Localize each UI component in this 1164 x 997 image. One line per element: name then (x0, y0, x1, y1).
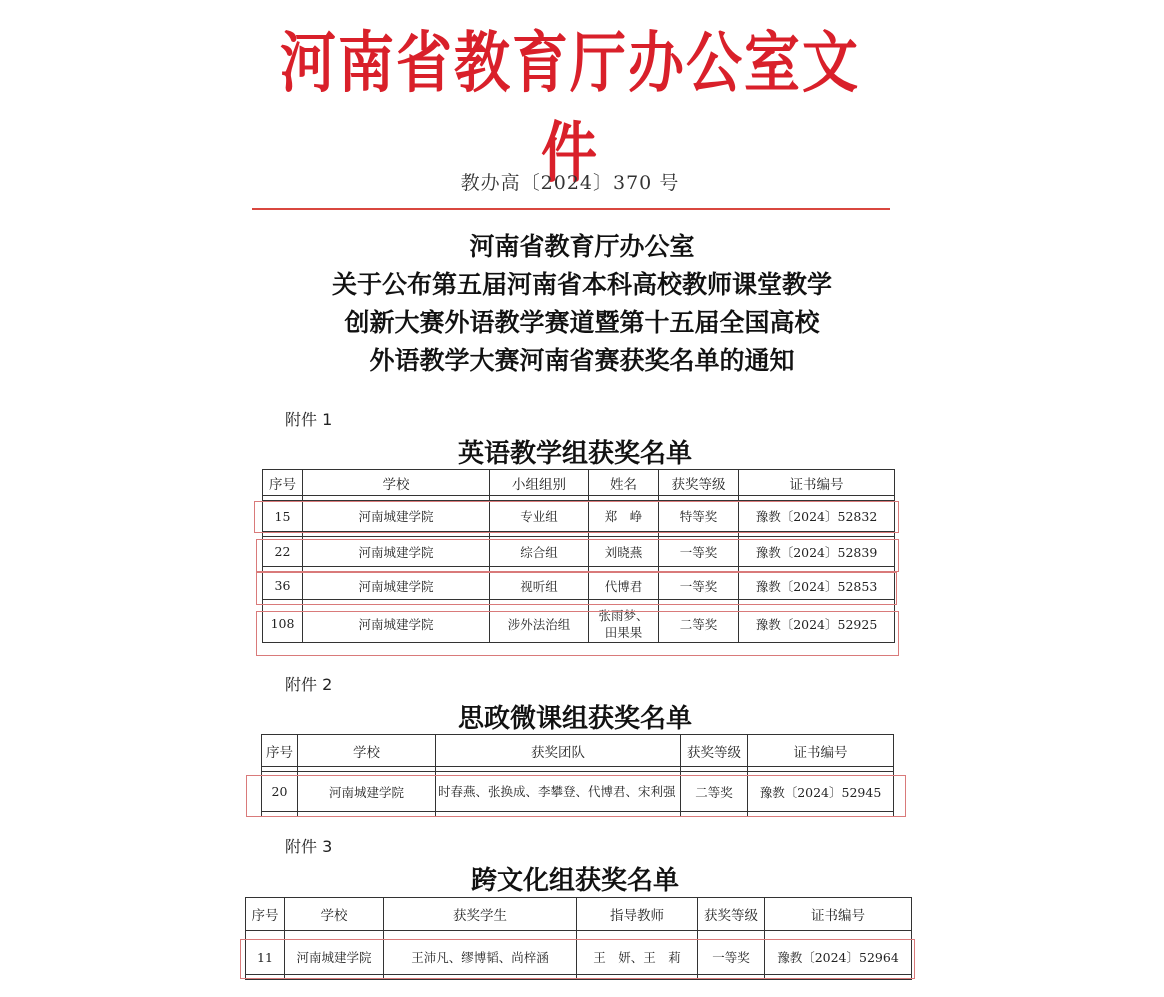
cell-group: 视听组 (490, 572, 589, 600)
cell-index: 22 (263, 537, 303, 567)
cell-index: 11 (246, 940, 285, 975)
cell-index: 20 (262, 772, 298, 812)
cell-award: 特等奖 (659, 501, 739, 532)
red-divider (252, 208, 890, 210)
cell-award: 一等奖 (659, 572, 739, 600)
cell-award: 一等奖 (659, 537, 739, 567)
cell-certificate: 豫教〔2024〕52832 (739, 501, 895, 532)
column-header: 获奖等级 (698, 898, 765, 931)
cell-name: 郑 峥 (589, 501, 659, 532)
cell-name: 代博君 (589, 572, 659, 600)
notice-title-line-1: 河南省教育厅办公室 (469, 232, 695, 261)
column-header: 学校 (285, 898, 384, 931)
ideological-microcourse-table (261, 734, 894, 817)
column-header: 证书编号 (765, 898, 912, 931)
cell-index: 15 (263, 501, 303, 532)
cell-certificate: 豫教〔2024〕52839 (739, 537, 895, 567)
cell-certificate: 豫教〔2024〕52925 (739, 605, 895, 643)
table-header-row (262, 735, 894, 767)
table-row (263, 537, 895, 567)
cell-award: 一等奖 (698, 940, 765, 975)
cell-index: 108 (263, 605, 303, 643)
column-header: 证书编号 (748, 735, 894, 767)
attachment-1-title: 英语教学组获奖名单 (457, 439, 692, 469)
english-teaching-table (262, 469, 895, 643)
cell-team: 时春燕、张换成、李攀登、代博君、宋利强 (436, 772, 681, 812)
cell-index: 36 (263, 572, 303, 600)
attachment-3-label: 附件 3 (285, 837, 333, 856)
column-header: 小组组别 (490, 470, 589, 496)
column-header: 序号 (262, 735, 298, 767)
cell-award: 二等奖 (659, 605, 739, 643)
cell-school: 河南城建学院 (303, 605, 490, 643)
cell-teachers: 王 妍、王 莉 (577, 940, 698, 975)
masthead-title: 河南省教育厅办公室文件 (280, 24, 860, 192)
table-row (263, 501, 895, 532)
table-header-row (263, 470, 895, 496)
cell-name: 刘晓燕 (589, 537, 659, 567)
cell-group: 涉外法治组 (490, 605, 589, 643)
column-header: 姓名 (589, 470, 659, 496)
notice-title-line-3: 创新大赛外语教学赛道暨第十五届全国高校 (344, 308, 820, 337)
cell-group: 专业组 (490, 501, 589, 532)
column-header: 证书编号 (739, 470, 895, 496)
table-row (262, 772, 894, 812)
intercultural-table (245, 897, 912, 980)
column-header: 获奖团队 (436, 735, 681, 767)
table-row (263, 605, 895, 643)
cell-name: 张雨梦、田果果 (589, 605, 659, 643)
cell-school: 河南城建学院 (298, 772, 436, 812)
attachment-3-title: 跨文化组获奖名单 (470, 866, 679, 896)
attachment-2-label: 附件 2 (285, 675, 333, 694)
table-row (246, 940, 912, 975)
cell-school: 河南城建学院 (303, 501, 490, 532)
column-header: 序号 (246, 898, 285, 931)
cell-school: 河南城建学院 (303, 572, 490, 600)
column-header: 获奖等级 (681, 735, 748, 767)
document-number: 教办高〔2024〕370 号 (460, 172, 680, 194)
cell-award: 二等奖 (681, 772, 748, 812)
attachment-2-title: 思政微课组获奖名单 (457, 704, 692, 734)
column-header: 序号 (263, 470, 303, 496)
column-header: 获奖学生 (384, 898, 577, 931)
cell-students: 王沛凡、缪博韬、尚梓涵 (384, 940, 577, 975)
column-header: 获奖等级 (659, 470, 739, 496)
table-row (263, 572, 895, 600)
cell-certificate: 豫教〔2024〕52853 (739, 572, 895, 600)
table-header-row (246, 898, 912, 931)
cell-school: 河南城建学院 (285, 940, 384, 975)
cell-certificate: 豫教〔2024〕52964 (765, 940, 912, 975)
attachment-1-label: 附件 1 (285, 410, 333, 429)
column-header: 学校 (303, 470, 490, 496)
notice-title-line-4: 外语教学大赛河南省赛获奖名单的通知 (369, 346, 795, 375)
notice-title-line-2: 关于公布第五届河南省本科高校教师课堂教学 (331, 270, 832, 299)
column-header: 学校 (298, 735, 436, 767)
cell-group: 综合组 (490, 537, 589, 567)
column-header: 指导教师 (577, 898, 698, 931)
cell-school: 河南城建学院 (303, 537, 490, 567)
cell-certificate: 豫教〔2024〕52945 (748, 772, 894, 812)
